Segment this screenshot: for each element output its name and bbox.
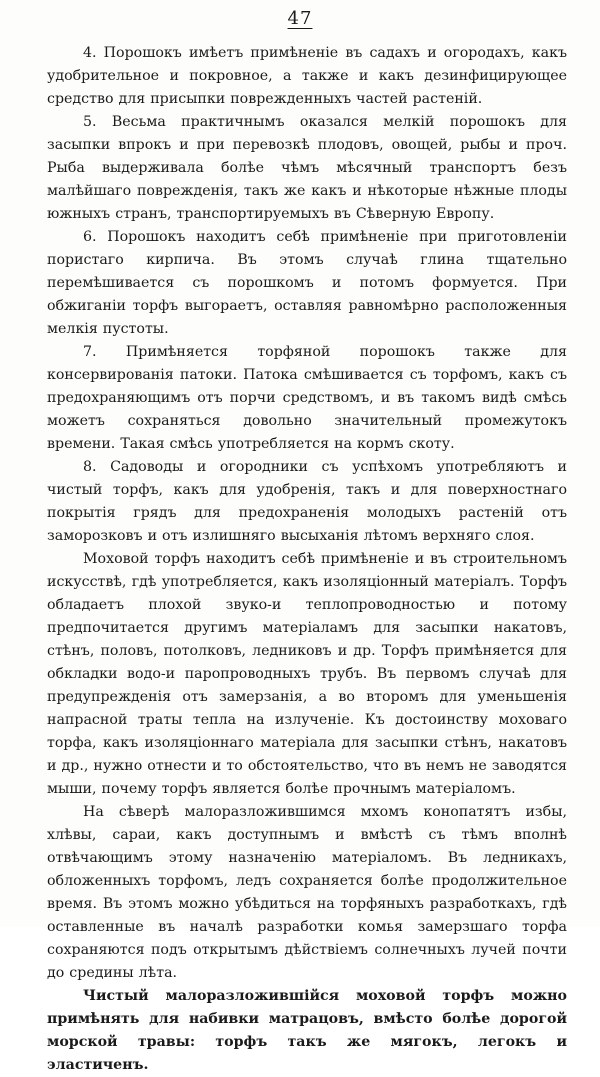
paragraph-north-usage: На сѣверѣ малоразложившимся мхомъ конопатятъ избы, хлѣвы, сараи, какъ доступнымъ и вмѣстѣ съ тѣмъ вполнѣ отвѣчающимъ этому назначенію матеріаломъ. Въ ледникахъ, обложенныхъ торфомъ, ледъ сохраняется болѣе продолжительное время. Въ этомъ можно убѣдиться на торфяныхъ разработкахъ, гдѣ оставленные въ началѣ разработки комья замерзшаго торфа сохраняются подъ открытымъ дѣйствіемъ солнечныхъ лучей почти до средины лѣта.	[47, 804, 567, 981]
paragraph-item-7: 7. Примѣняется торфяной порошокъ также для консервированія патоки. Патока смѣшивается съ торфомъ, какъ съ предохраняющимъ отъ порчи средствомъ, и въ такомъ видѣ смѣсь можетъ сохраняться довольно значительный промежутокъ времени. Такая смѣсь употребляется на кормъ скоту.	[47, 344, 567, 452]
body-text	[47, 42, 567, 1077]
paragraph-item-6: 6. Порошокъ находитъ себѣ примѣненіе при приготовленіи пористаго кирпича. Въ этомъ случаѣ глина тщательно перемѣшивается съ порошкомъ и потомъ формуется. При обжиганіи торфъ выгораетъ, оставляя равномѣрно расположенныя мелкія пустоты.	[47, 229, 567, 337]
paragraph-moss-peat-construction: Моховой торфъ находитъ себѣ примѣненіе и въ строительномъ искусствѣ, гдѣ употребляется, какъ изоляціонный матеріалъ. Торфъ обладаетъ плохой звуко-и теплопроводностью и потому предпочитается другимъ матеріаламъ для засыпки накатовъ, стѣнъ, половъ, потолковъ, ледниковъ и др. Торфъ примѣняется для обкладки водо-и паропроводныхъ трубъ. Въ первомъ случаѣ для предупрежденія отъ замерзанія, а во второмъ для уменьшенія напрасной траты тепла на излученіе. Къ достоинству моховаго торфа, какъ изоляціоннаго матеріала для засыпки стѣнъ, накатовъ и др., нужно отнести и то обстоятельство, что въ немъ не заводятся мыши, почему торфъ является болѣе прочнымъ матеріаломъ.	[47, 551, 567, 797]
paragraph-item-8: 8. Садоводы и огородники съ успѣхомъ употребляютъ и чистый торфъ, какъ для удобренія, такъ и для поверхностнаго покрытія грядъ для предохраненія молодыхъ растеній отъ заморозковъ и отъ излишняго высыханія лѣтомъ верхняго слоя.	[47, 459, 567, 544]
paragraph-item-5: 5. Весьма практичнымъ оказался мелкій порошокъ для засыпки впрокъ и при перевозкѣ плодовъ, овощей, рыбы и проч. Рыба выдерживала болѣе чѣмъ мѣсячный транспортъ безъ малѣйшаго поврежденія, такъ же какъ и нѣкоторые нѣжные плоды южныхъ странъ, транспортируемыхъ въ Сѣверную Европу.	[47, 114, 567, 222]
paragraph-item-4: 4. Порошокъ имѣетъ примѣненіе въ садахъ и огородахъ, какъ удобрительное и покровное, а также и какъ дезинфицирующее средство для присыпки поврежденныхъ частей растеній.	[47, 45, 567, 107]
page-number: 47	[287, 8, 313, 29]
paragraph-mattress-usage: Чистый малоразложившійся моховой торфъ можно примѣнять для набивки матрацовъ, вмѣсто болѣе дорогой морской травы: торфъ такъ же мягокъ, легокъ и эластиченъ.	[47, 988, 567, 1073]
